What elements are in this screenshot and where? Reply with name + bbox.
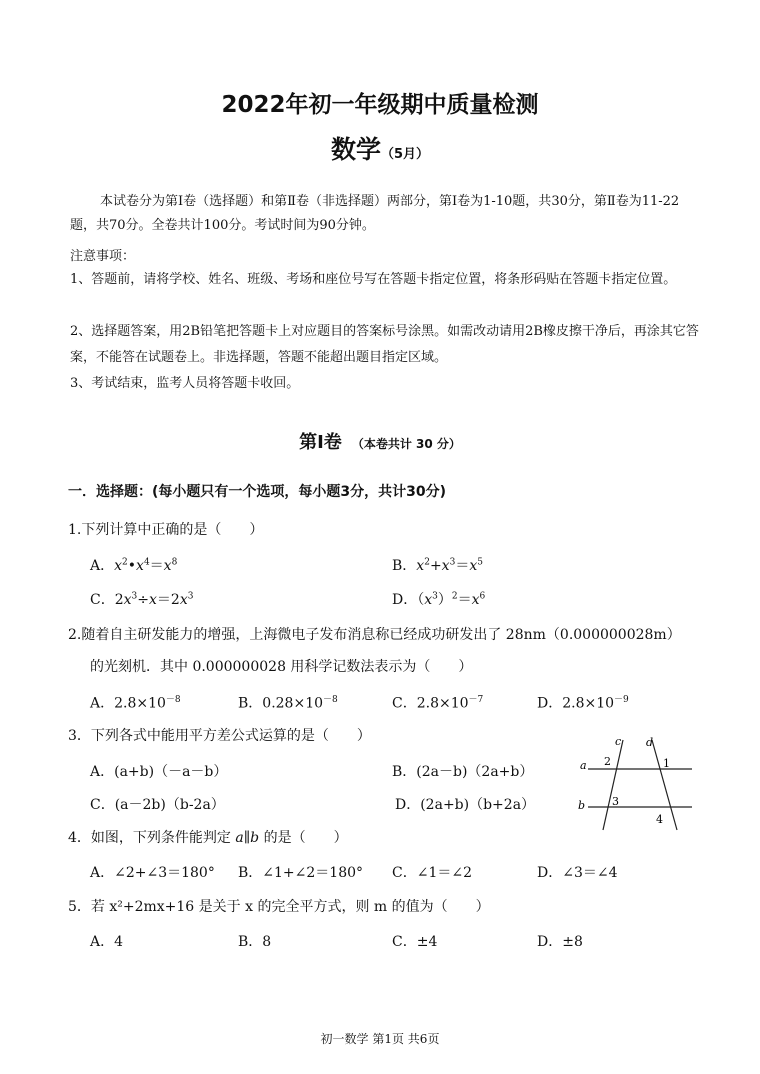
q1-stem: 1.下列计算中正确的是（ ） (68, 522, 264, 538)
figure-label-b: b (578, 799, 586, 812)
note-item-1: 1、答题前，请将学校、姓名、班级、考场和座位号写在答题卡指定位置，将条形码贴在答题卡指定位置。 (70, 272, 677, 287)
q4-option-a: A．∠2+∠3＝180° (90, 865, 215, 881)
q5-option-d: D．±8 (537, 934, 583, 950)
q2-option-d (537, 692, 629, 713)
q2-option-b-label: B．0.28×10 (238, 695, 324, 712)
part-title: 第Ⅰ卷 (299, 432, 342, 453)
q1-option-c-label: C． (90, 592, 115, 608)
q2-stem-line1: 2.随着自主研发能力的增强，上海微电子发布消息称已经成功研发出了 28nm（0.000000028m） (68, 627, 681, 643)
q2-option-c (392, 692, 483, 713)
q3-option-a: A．(a+b)（－a－b） (90, 764, 228, 780)
q2-option-d-exp: －9 (614, 695, 629, 705)
q3-option-b: B．(2a－b)（2a+b） (392, 764, 534, 780)
note-item-2: 2、选择题答案，用2B铅笔把答题卡上对应题目的答案标号涂黑。如需改动请用2B橡皮擦干净后，再涂其它答案，不能答在试题卷上。非选择题，答题不能超出题目指定区域。 (70, 324, 699, 365)
q1-option-a: A．$x^2•x^4=x^8$ (90, 557, 178, 574)
q2-option-c-label: C．2.8×10 (392, 695, 469, 712)
notes-heading: 注意事项： (70, 249, 136, 264)
figure-angle-4: 4 (656, 813, 663, 826)
q2-option-b (238, 692, 338, 713)
q3-stem: 3．下列各式中能用平方差公式运算的是（ ） (68, 728, 371, 744)
q2-stem-line2: 的光刻机．其中 0.000000028 用科学记数法表示为（ ） (90, 659, 473, 675)
q4-stem-pre: 4．如图，下列条件能判定 (68, 830, 236, 846)
q2-option-d-label: D．2.8×10 (537, 695, 615, 712)
q4-stem-post: 的是（ ） (259, 830, 348, 846)
month-label: （5月） (380, 147, 430, 162)
q2-option-b-exp: －8 (323, 695, 338, 705)
part-heading (0, 428, 760, 454)
exam-subtitle (0, 130, 760, 166)
figure-label-a: a (580, 759, 587, 772)
q2-option-a-exp: －8 (165, 695, 181, 705)
q5-option-c: C．±4 (392, 934, 438, 950)
q3-option-d: D．(2a+b)（b+2a） (395, 797, 536, 813)
exam-title: 2022年初一年级期中质量检测 (221, 92, 539, 118)
q4-stem-math: a∥b (235, 830, 260, 846)
q1-option-b-label: B． (392, 558, 417, 574)
q4-option-b: B．∠1+∠2＝180° (238, 865, 364, 881)
q1-option-c: C．$2x^3\div x=2x^3$ (90, 591, 194, 608)
q2-option-c-exp: －7 (468, 695, 484, 705)
subject-label: 数学 (330, 135, 381, 164)
part-score: （本卷共计 30 分） (351, 437, 461, 451)
q5-option-a: A．4 (90, 934, 124, 950)
intro-paragraph: 本试卷分为第Ⅰ卷（选择题）和第Ⅱ卷（非选择题）两部分，第Ⅰ卷为1-10题，共30分，第Ⅱ卷为11-22题，共70分。全卷共计100分。考试时间为90分钟。 (70, 194, 680, 233)
q4-stem (68, 827, 348, 847)
figure-angle-1: 1 (663, 757, 670, 770)
section-heading: 一．选择题：(每小题只有一个选项，每小题3分，共计30分) (68, 484, 447, 500)
q5-option-b: B．8 (238, 934, 272, 950)
q2-option-a (90, 692, 181, 713)
q1-option-b: B．$x^2+x^3=x^5$ (392, 557, 483, 574)
q4-option-c: C．∠1＝∠2 (392, 865, 472, 881)
q3-option-c: C．(a－2b)（b-2a） (90, 797, 225, 813)
q1-option-d-label: D． (392, 592, 418, 608)
q1-option-a-label: A． (90, 558, 115, 574)
q4-option-d: D．∠3＝∠4 (537, 865, 618, 881)
figure-angle-2: 2 (604, 755, 611, 768)
page-footer: 初一数学 第1页 共6页 (320, 1032, 440, 1046)
figure-label-c: c (615, 735, 622, 748)
q1-option-d: D．$(x^3)^2=x^6$ (392, 591, 486, 608)
parallel-lines-figure (570, 732, 700, 832)
q2-option-a-label: A．2.8×10 (90, 695, 166, 712)
figure-label-d: d (646, 736, 654, 749)
line-c (603, 740, 623, 830)
q5-stem: 5．若 x²+2mx+16 是关于 x 的完全平方式，则 m 的值为（ ） (68, 899, 490, 915)
note-item-3: 3、考试结束，监考人员将答题卡收回。 (70, 376, 300, 391)
figure-angle-3: 3 (612, 795, 619, 808)
